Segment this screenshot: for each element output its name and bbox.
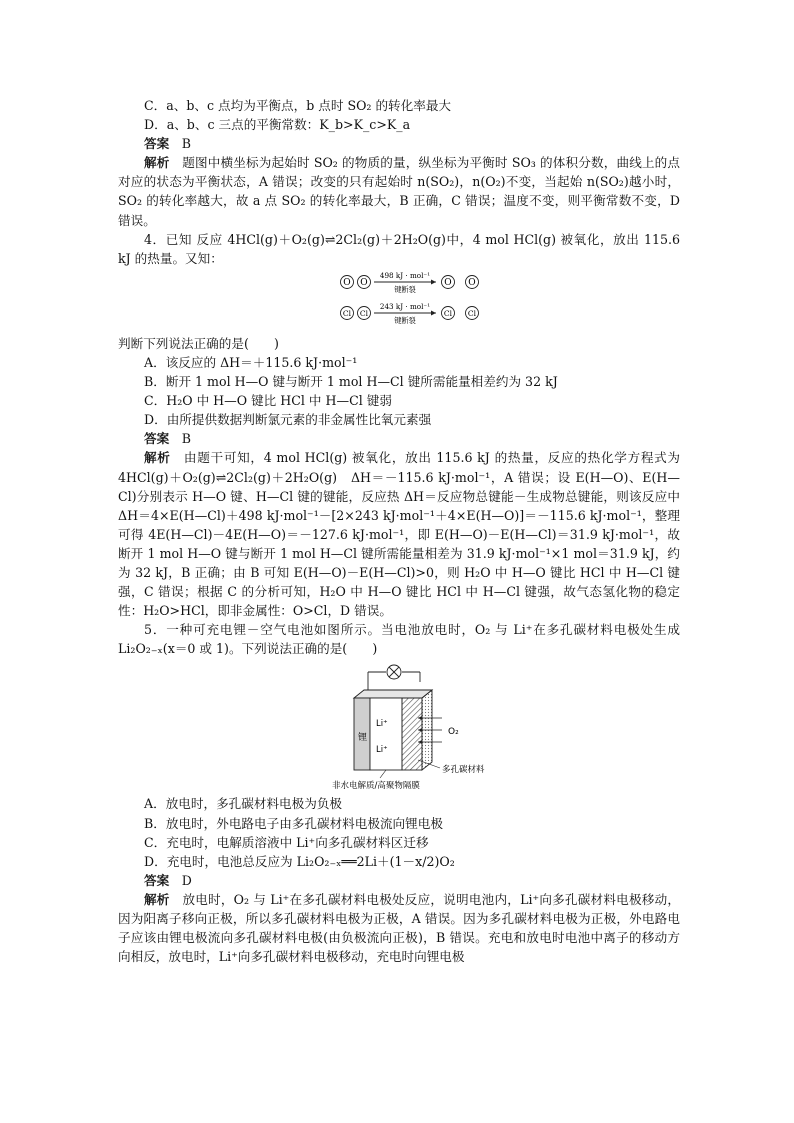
- answer-label: 答案: [144, 431, 170, 447]
- q5-analysis: [118, 890, 680, 966]
- q5-option-d: D．充电时，电池总反应为 Li₂O₂₋ₓ══2Li＋(1－x/2)O₂: [144, 853, 455, 869]
- atom-label: O: [343, 277, 351, 288]
- bond-energy-label: 498 kJ · mol⁻¹: [379, 271, 431, 280]
- q5-option-a: A．放电时，多孔碳材料电极为负极: [144, 796, 343, 812]
- q4-option-b: B．断开 1 mol H—O 键与断开 1 mol H—Cl 键所需能量相差约为 32 kJ: [144, 374, 558, 390]
- q4-analysis: [118, 448, 680, 620]
- answer-value: B: [181, 136, 192, 152]
- q3-answer: [118, 134, 680, 153]
- porous-carbon-label: 多孔碳材料: [442, 765, 485, 776]
- q4-question: 判断下列说法正确的是( ): [118, 335, 279, 351]
- battery-figure: [118, 660, 680, 790]
- bond-energy-label: 243 kJ · mol⁻¹: [379, 301, 431, 311]
- analysis-label: 解析: [144, 450, 171, 466]
- q3-option-c: C．a、b、c 点均为平衡点，b 点时 SO₂ 的转化率最大: [144, 98, 452, 113]
- bond-break-label: 键断裂: [394, 284, 416, 294]
- bond-energy-diagram: [118, 272, 680, 326]
- o2-label: O₂: [448, 727, 459, 738]
- electrolyte: [370, 698, 402, 770]
- arrow-head-icon: [431, 310, 436, 315]
- atom-label: Cl: [359, 308, 369, 318]
- li-ion-label: Li⁺: [376, 745, 388, 756]
- membrane-label: 非水电解质/高聚物隔膜: [332, 781, 420, 791]
- q4-answer: [118, 429, 680, 448]
- atom-label: Cl: [342, 308, 352, 318]
- q5-option-b: B．放电时，外电路电子由多孔碳材料电极流向锂电极: [144, 815, 443, 831]
- q4-stem: 4．已知 反应 4HCl(g)＋O₂(g)⇌2Cl₂(g)＋2H₂O(g)中，4 mol HCl(g) 被氧化，放出 115.6 kJ 的热量。又知：: [118, 231, 680, 266]
- atom-label: Cl: [467, 308, 477, 318]
- answer-label: 答案: [144, 872, 170, 888]
- atom-label: O: [468, 277, 476, 288]
- q5-option-c: C．充电时，电解质溶液中 Li⁺向多孔碳材料区迁移: [144, 834, 429, 850]
- arrow-head-icon: [431, 279, 436, 284]
- analysis-text: 放电时，O₂ 与 Li⁺在多孔碳材料电极处反应，说明电池内，Li⁺向多孔碳材料电极移动，因为阳离子移向正极，所以多孔碳材料电极为正极，A 错误。因为多孔碳材料电极为正极，外电路电子应该由锂电极流向多孔碳材料电极(由负极流向正极)，B 错误。充电和放电时电池中离子的移动方向相反，放电时，Li⁺向多孔碳材料电极移动，充电时向锂电极: [118, 891, 681, 965]
- document-page: [118, 96, 680, 966]
- lithium-label: 锂: [358, 733, 368, 744]
- leader-line: [380, 770, 386, 778]
- porous-carbon-electrode: [402, 698, 422, 770]
- q5-answer: [118, 871, 680, 890]
- answer-value: B: [181, 431, 192, 447]
- q4-option-d: D．由所提供数据判断氯元素的非金属性比氧元素强: [144, 412, 432, 428]
- analysis-text: 由题干可知，4 mol HCl(g) 被氧化，放出 115.6 kJ 的热量，反应的热化学方程式为 4HCl(g)＋O₂(g)⇌2Cl₂(g)＋2H₂O(g) ΔH＝－115.6 kJ·mol⁻¹，A 错误；设 E(H—O)、E(H—Cl)分别表示 H—O 键、H—Cl 键的键能，反应热 ΔH＝反应物总键能－生成物总键能，则该反应中 ΔH＝4×E(H—Cl)＋498 kJ·mol⁻¹－[2×243 kJ·mol⁻¹＋4×E(H—O)]＝－115.6 kJ·mol⁻¹，整理可得 4E(H—Cl)－4E(H—O)＝－127.6 kJ·mol⁻¹，即 E(H—O)－E(H—Cl)＝31.9 kJ·mol⁻¹，故断开 1 mol H—O 键与断开 1 mol H—Cl 键所需能量相差为 31.9 kJ·mol⁻¹×1 mol＝31.9 kJ，约为 32 kJ，B 正确；由 B 可知 E(H—O)－E(H—Cl)>0，则 H₂O 中 H—O 键比 HCl 中 H—Cl 键强，C 错误；根据 C 的分析可知，H₂O 中 H—O 键比 HCl 中 H—Cl 键强，故气态氢化物的稳定性：H₂O>HCl，即非金属性：O>Cl，D 错误。: [118, 450, 681, 619]
- lithium-air-battery-diagram: [118, 660, 680, 790]
- atom-label: O: [444, 277, 452, 288]
- q4-option-c: C．H₂O 中 H—O 键比 HCl 中 H—Cl 键弱: [144, 393, 392, 409]
- answer-label: 答案: [144, 136, 170, 152]
- q4-option-a: A．该反应的 ΔH＝＋115.6 kJ·mol⁻¹: [144, 354, 358, 370]
- analysis-label: 解析: [144, 155, 170, 171]
- q5-stem: 5．一种可充电锂－空气电池如图所示。当电池放电时，O₂ 与 Li⁺在多孔碳材料电极处生成 Li₂O₂₋ₓ(x＝0 或 1)。下列说法正确的是( ): [118, 622, 680, 657]
- cell-top: [354, 690, 432, 698]
- analysis-label: 解析: [144, 891, 170, 907]
- atom-label: Cl: [443, 308, 453, 318]
- li-ion-label: Li⁺: [376, 719, 388, 730]
- bond-break-label: 键断裂: [394, 315, 416, 325]
- answer-value: D: [181, 872, 192, 888]
- q3-analysis: [118, 153, 680, 229]
- bond-energy-figure: [118, 272, 680, 326]
- atom-label: O: [360, 277, 368, 288]
- analysis-text: 题图中横坐标为起始时 SO₂ 的物质的量，纵坐标为平衡时 SO₃ 的体积分数，曲线上的点对应的状态为平衡状态，A 错误；改变的只有起始时 n(SO₂)，n(O₂)不变，当起始 n(SO₂)越小时，SO₂ 的转化率越大，故 a 点 SO₂ 的转化率最大，B 正确，C 错误；温度不变，则平衡常数不变，D 错误。: [118, 155, 681, 228]
- q3-option-d: D．a、b、c 三点的平衡常数：K_b>K_c>K_a: [144, 117, 411, 133]
